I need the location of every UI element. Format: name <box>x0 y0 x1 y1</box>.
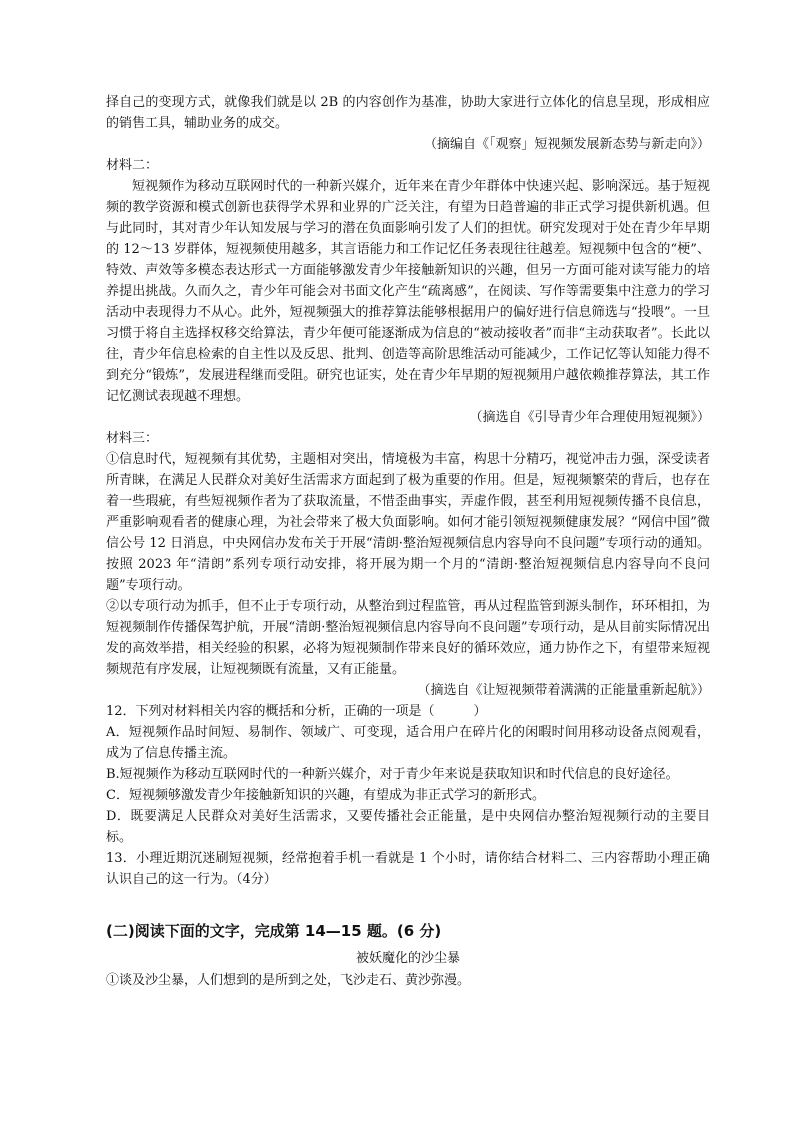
source-material2: （摘选自《引导青少年合理使用短视频》） <box>469 410 710 425</box>
material2-label: 材料二： <box>106 158 159 173</box>
question-12-option-b: B.短视频作为移动互联网时代的一种新兴媒介，对于青少年来说是获取知识和时代信息的良好途径。 <box>106 767 679 782</box>
material3-label: 材料三： <box>106 431 159 446</box>
question-12-option-a: A．短视频作品时间短、易制作、领域广、可变现，适合用户在碎片化的闲暇时间用移动设备点阅观看，成为了信息传播主流。 <box>106 725 710 761</box>
question-12-option-d: D．既要满足人民群众对美好生活需求，又要传播社会正能量，是中央网信办整治短视频行动的主要目标。 <box>106 809 710 845</box>
question-12-option-c: C．短视频够激发青少年接触新知识的兴趣，有望成为非正式学习的新形式。 <box>106 788 545 803</box>
section-2-heading: (二)阅读下面的文字，完成第 14—15 题。(6 分) <box>106 922 442 940</box>
question-13: 13．小理近期沉迷刷短视频，经常抱着手机一看就是 1 个小时，请你结合材料二、三内容帮助小理正确认识自己的这一行为。（4分） <box>106 851 710 887</box>
material3-paragraph-2: ②以专项行动为抓手，但不止于专项行动，从整治到过程监管，再从过程监管到源头制作，环环相扣，为短视频制作传播保驾护航，开展“清朗·整治短视频信息内容导向不良问题”专项行动，是从目前实际情况出发的高效举措，相关经验的积累，必将为短视频制作带来良好的循环效应，通力协作之下，有望带来短视频规范有序发展，让短视频既有流量，又有正能量。 <box>106 599 710 677</box>
source-material1: （摘编自《「观察」短视频发展新态势与新走向》） <box>423 137 710 152</box>
material1-tail: 择自己的变现方式，就像我们就是以 2B 的内容创作为基准，协助大家进行立体化的信息呈现，形成相应的销售工具，辅助业务的成交。 <box>106 95 710 131</box>
material2-text: 短视频作为移动互联网时代的一种新兴媒介，近年来在青少年群体中快速兴起、影响深远。基于短视频的教学资源和模式创新也获得学术界和业界的广泛关注，有望为日趋普遍的非正式学习提供新机遇。但与此同时，其对青少年认知发展与学习的潜在负面影响引发了人们的担忧。研究发现对于处在青少年早期的 12～13 岁群体，短视频使用越多，其言语能力和工作记忆任务表现往往越差。短视频中包含的“梗”、特效、声效等多模态表达形式一方面能够激发青少年接触新知识的兴趣，但另一方面可能对读写能力的培养提出挑战。久而久之，青少年可能会对书面文化产生“疏离感”，在阅读、写作等需要集中注意力的学习活动中表现得力不从心。此外，短视频强大的推荐算法能够根据用户的偏好进行信息筛选与“投喂”。一旦习惯于将自主选择权移交给算法，青少年便可能逐渐成为信息的“被动接收者”而非“主动获取者”。长此以往，青少年信息检索的自主性以及反思、批判、创造等高阶思维活动可能减少，工作记忆等认知能力得不到充分“锻炼”，发展进程继而受阻。研究也证实，处在青少年早期的短视频用户越依赖推荐算法，其工作记忆测试表现越不理想。 <box>106 179 710 404</box>
material3-paragraph-1: ①信息时代，短视频有其优势，主题相对突出，情境极为丰富，构思十分精巧，视觉冲击力强，深受读者所青睐，在满足人民群众对美好生活需求方面起到了极为重要的作用。但是，短视频繁荣的背后，也存在着一些瑕疵，有些短视频作者为了获取流量，不惜歪曲事实，弄虚作假，甚至利用短视频传播不良信息，严重影响观看者的健康心理，为社会带来了极大负面影响。如何才能引领短视频健康发展？“网信中国”微信公号 12 日消息，中央网信办发布关于开展“清朗·整治短视频信息内容导向不良问题”专项行动的通知。按照 2023 年“清朗”系列专项行动安排，将开展为期一个月的“清朗·整治短视频信息内容导向不良问题”专项行动。 <box>106 452 710 593</box>
exam-page <box>106 92 710 991</box>
passage-paragraph-1: ①谈及沙尘暴，人们想到的是所到之处，飞沙走石、黄沙弥漫。 <box>106 973 471 988</box>
question-12-stem: 12．下列对材料相关内容的概括和分析，正确的一项是（ ） <box>106 704 487 719</box>
passage-title: 被妖魔化的沙尘暴 <box>355 951 460 966</box>
source-material3: （摘选自《让短视频带着满满的正能量重新起航》） <box>417 683 710 698</box>
